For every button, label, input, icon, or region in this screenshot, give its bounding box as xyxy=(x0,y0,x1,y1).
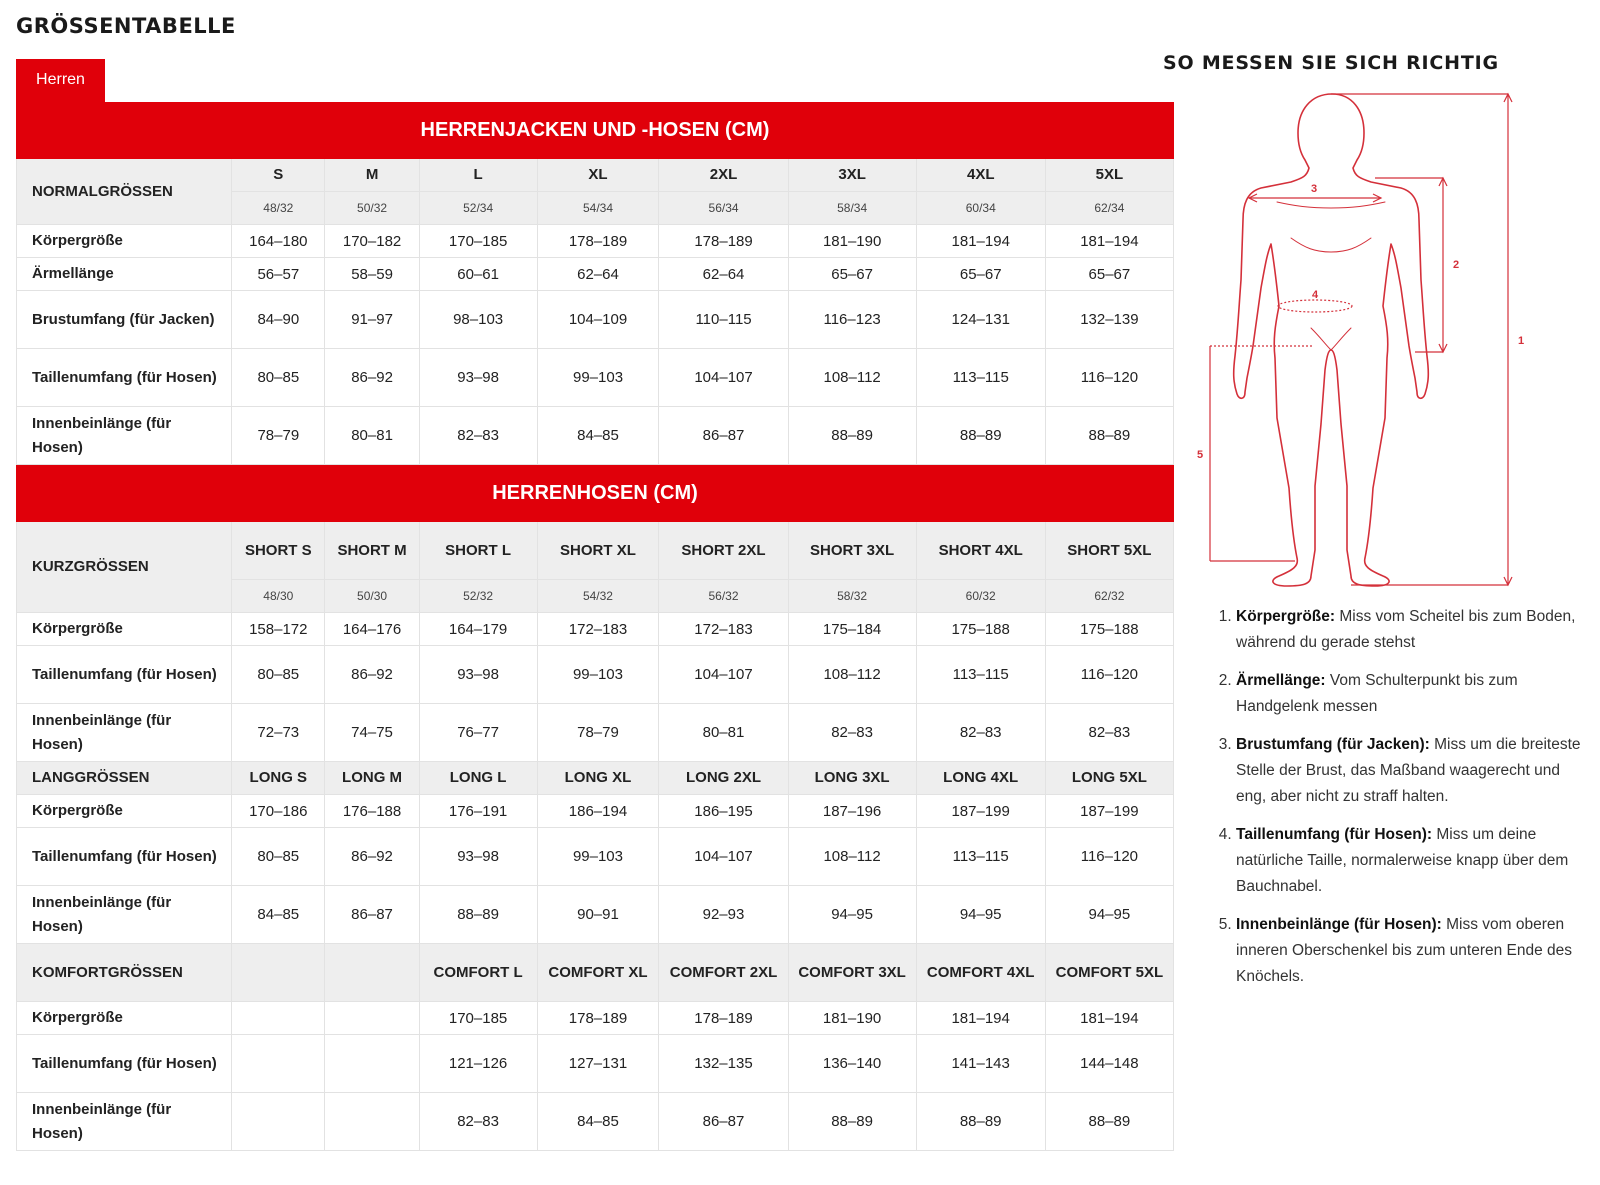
measurement-value: 94–95 xyxy=(1045,886,1173,944)
measurement-value: 104–107 xyxy=(659,646,788,704)
size-group-label: KURZGRÖSSEN xyxy=(17,522,232,613)
measurement-value: 176–191 xyxy=(419,795,537,828)
body-outline xyxy=(1234,94,1429,586)
marker-3: 3 xyxy=(1310,183,1318,195)
measurement-value: 90–91 xyxy=(537,886,659,944)
step-term: Ärmellänge: xyxy=(1236,672,1326,689)
measurement-value: 80–85 xyxy=(232,349,325,407)
measurement-value: 170–185 xyxy=(419,225,537,258)
measurement-label: Innenbeinlänge (für Hosen) xyxy=(17,1093,232,1151)
measurement-value: 82–83 xyxy=(916,704,1045,762)
size-header-cell: COMFORT 2XL xyxy=(659,944,788,1002)
measurement-value: 181–194 xyxy=(916,1002,1045,1035)
measurement-value: 178–189 xyxy=(659,225,788,258)
measurement-value: 88–89 xyxy=(788,407,916,465)
step-term: Innenbeinlänge (für Hosen): xyxy=(1236,916,1442,933)
table-row xyxy=(17,828,1174,886)
size-header-cell: SHORT XL xyxy=(537,522,659,580)
measurement-value: 84–90 xyxy=(232,291,325,349)
measurement-value: 65–67 xyxy=(788,258,916,291)
measurement-value: 60–61 xyxy=(419,258,537,291)
eu-size-cell: 48/32 xyxy=(232,192,325,225)
measurement-value: 116–120 xyxy=(1045,646,1173,704)
crotch-line xyxy=(1311,328,1351,350)
measurement-value: 127–131 xyxy=(537,1035,659,1093)
size-tables xyxy=(16,102,1174,1151)
measurement-value: 110–115 xyxy=(659,291,788,349)
measurement-value: 181–194 xyxy=(1045,225,1173,258)
measurement-label: Taillenumfang (für Hosen) xyxy=(17,1035,232,1093)
measurement-value: 175–188 xyxy=(916,613,1045,646)
measurement-value: 80–85 xyxy=(232,828,325,886)
eu-size-cell: 58/34 xyxy=(788,192,916,225)
table-row xyxy=(17,291,1174,349)
size-header-cell: LONG 3XL xyxy=(788,762,916,795)
measurement-value: 175–188 xyxy=(1045,613,1173,646)
tab-herren[interactable]: Herren xyxy=(16,59,105,102)
size-group-label: NORMALGRÖSSEN xyxy=(17,159,232,225)
measurement-value: 65–67 xyxy=(916,258,1045,291)
table-row xyxy=(17,795,1174,828)
measurement-value: 88–89 xyxy=(788,1093,916,1151)
measurement-value: 164–180 xyxy=(232,225,325,258)
measurement-label: Innenbeinlänge (für Hosen) xyxy=(17,407,232,465)
measurement-value: 104–107 xyxy=(659,349,788,407)
size-header-cell: SHORT S xyxy=(232,522,325,580)
marker-1: 1 xyxy=(1517,335,1525,347)
measurement-value: 58–59 xyxy=(325,258,419,291)
jackets-table xyxy=(16,102,1174,465)
table-row xyxy=(17,646,1174,704)
size-header-cell: 4XL xyxy=(916,159,1045,192)
howto-title: SO MESSEN SIE SICH RICHTIG xyxy=(1163,52,1499,74)
measurement-value: 113–115 xyxy=(916,646,1045,704)
measurement-value: 124–131 xyxy=(916,291,1045,349)
measurement-label: Innenbeinlänge (für Hosen) xyxy=(17,704,232,762)
measurement-value xyxy=(325,1093,419,1151)
measurement-value: 164–179 xyxy=(419,613,537,646)
section-title: HERRENHOSEN (CM) xyxy=(17,466,1174,522)
measurement-value: 172–183 xyxy=(537,613,659,646)
measurement-value: 94–95 xyxy=(788,886,916,944)
size-header-cell: COMFORT L xyxy=(419,944,537,1002)
table-row xyxy=(17,1093,1174,1151)
measurement-value: 108–112 xyxy=(788,646,916,704)
size-group-label: LANGGRÖSSEN xyxy=(17,762,232,795)
measurement-value: 93–98 xyxy=(419,349,537,407)
marker-5: 5 xyxy=(1196,449,1204,461)
measurement-value: 108–112 xyxy=(788,828,916,886)
step-text: Vom Schulterpunkt bis zum Handgelenk messen xyxy=(1236,672,1518,715)
measurement-value: 80–81 xyxy=(659,704,788,762)
measurement-label: Taillenumfang (für Hosen) xyxy=(17,646,232,704)
measurement-value: 187–199 xyxy=(916,795,1045,828)
step-item xyxy=(1236,668,1586,720)
body-measurement-figure xyxy=(1196,88,1575,608)
measurement-value: 170–186 xyxy=(232,795,325,828)
measurement-value: 175–184 xyxy=(788,613,916,646)
measurement-value: 86–92 xyxy=(325,349,419,407)
eu-size-cell: 54/34 xyxy=(537,192,659,225)
measurement-value: 99–103 xyxy=(537,828,659,886)
measurement-value: 62–64 xyxy=(537,258,659,291)
measurement-value xyxy=(232,1035,325,1093)
eu-size-cell: 58/32 xyxy=(788,580,916,613)
measurement-value: 116–120 xyxy=(1045,349,1173,407)
eu-size-cell: 56/34 xyxy=(659,192,788,225)
marker-4: 4 xyxy=(1311,289,1319,301)
size-header-cell: COMFORT 5XL xyxy=(1045,944,1173,1002)
measurement-value: 116–120 xyxy=(1045,828,1173,886)
size-header-row xyxy=(17,159,1174,192)
size-header-cell: LONG L xyxy=(419,762,537,795)
measurement-value: 121–126 xyxy=(419,1035,537,1093)
measurement-value: 86–87 xyxy=(325,886,419,944)
measurement-value: 91–97 xyxy=(325,291,419,349)
size-header-cell xyxy=(232,944,325,1002)
step-item xyxy=(1236,822,1586,900)
measurement-value: 158–172 xyxy=(232,613,325,646)
size-header-cell xyxy=(325,944,419,1002)
measurement-value: 88–89 xyxy=(1045,1093,1173,1151)
measurement-label: Körpergröße xyxy=(17,1002,232,1035)
size-header-cell: LONG 2XL xyxy=(659,762,788,795)
eu-size-cell: 62/32 xyxy=(1045,580,1173,613)
measurement-value: 186–195 xyxy=(659,795,788,828)
eu-size-cell: 60/34 xyxy=(916,192,1045,225)
measurement-value: 82–83 xyxy=(419,1093,537,1151)
size-group-label: KOMFORTGRÖSSEN xyxy=(17,944,232,1002)
eu-size-cell: 56/32 xyxy=(659,580,788,613)
step-text: Miss um deine natürliche Taille, normalerweise knapp über dem Bauchnabel. xyxy=(1236,826,1569,895)
step-text: Miss vom Scheitel bis zum Boden, während du gerade stehst xyxy=(1236,608,1576,651)
size-header-row xyxy=(17,762,1174,795)
measurement-value: 78–79 xyxy=(232,407,325,465)
measurement-value: 80–81 xyxy=(325,407,419,465)
step-term: Brustumfang (für Jacken): xyxy=(1236,736,1430,753)
measurement-value: 181–194 xyxy=(1045,1002,1173,1035)
measurement-label: Taillenumfang (für Hosen) xyxy=(17,349,232,407)
step-text: Miss um die breiteste Stelle der Brust, das Maßband waagerecht und eng, aber nicht zu straff halten. xyxy=(1236,736,1581,805)
measurement-value: 86–92 xyxy=(325,646,419,704)
measurement-value: 98–103 xyxy=(419,291,537,349)
eu-size-cell: 62/34 xyxy=(1045,192,1173,225)
section-title: HERRENJACKEN UND -HOSEN (CM) xyxy=(17,103,1174,159)
size-header-cell: LONG XL xyxy=(537,762,659,795)
measurement-value: 93–98 xyxy=(419,828,537,886)
section-banner xyxy=(17,103,1174,159)
eu-size-cell: 52/34 xyxy=(419,192,537,225)
measurement-value: 104–109 xyxy=(537,291,659,349)
measurement-value: 86–92 xyxy=(325,828,419,886)
measurement-value: 132–139 xyxy=(1045,291,1173,349)
measurement-value: 164–176 xyxy=(325,613,419,646)
measurement-value: 116–123 xyxy=(788,291,916,349)
eu-size-cell: 50/32 xyxy=(325,192,419,225)
measurement-value xyxy=(232,1002,325,1035)
table-row xyxy=(17,886,1174,944)
size-header-cell: COMFORT XL xyxy=(537,944,659,1002)
table-row xyxy=(17,258,1174,291)
eu-size-cell: 54/32 xyxy=(537,580,659,613)
measurement-value: 144–148 xyxy=(1045,1035,1173,1093)
page-title: GRÖSSENTABELLE xyxy=(16,14,236,38)
measurement-value: 187–199 xyxy=(1045,795,1173,828)
size-header-cell: SHORT 3XL xyxy=(788,522,916,580)
measurement-value: 88–89 xyxy=(916,1093,1045,1151)
table-row xyxy=(17,407,1174,465)
measurement-value: 88–89 xyxy=(1045,407,1173,465)
step-term: Körpergröße: xyxy=(1236,608,1336,625)
size-header-cell: S xyxy=(232,159,325,192)
measurement-label: Ärmellänge xyxy=(17,258,232,291)
abdomen-line xyxy=(1291,238,1371,252)
measurement-value: 181–190 xyxy=(788,225,916,258)
measurement-value: 99–103 xyxy=(537,349,659,407)
measurement-value: 132–135 xyxy=(659,1035,788,1093)
measurement-value: 186–194 xyxy=(537,795,659,828)
eu-size-cell: 48/30 xyxy=(232,580,325,613)
marker-2: 2 xyxy=(1452,259,1460,271)
measurement-value: 170–182 xyxy=(325,225,419,258)
measurement-value: 65–67 xyxy=(1045,258,1173,291)
measurement-value: 181–190 xyxy=(788,1002,916,1035)
eu-size-cell: 60/32 xyxy=(916,580,1045,613)
step-text: Miss vom oberen inneren Oberschenkel bis zum unteren Ende des Knöchels. xyxy=(1236,916,1573,985)
measurement-value: 178–189 xyxy=(537,1002,659,1035)
size-header-cell: SHORT 5XL xyxy=(1045,522,1173,580)
size-header-cell: SHORT M xyxy=(325,522,419,580)
size-header-cell: LONG S xyxy=(232,762,325,795)
size-header-cell: XL xyxy=(537,159,659,192)
measurement-value: 76–77 xyxy=(419,704,537,762)
table-row xyxy=(17,225,1174,258)
measurement-value: 104–107 xyxy=(659,828,788,886)
size-header-cell: M xyxy=(325,159,419,192)
measurement-value: 88–89 xyxy=(916,407,1045,465)
size-header-row xyxy=(17,944,1174,1002)
measurement-value: 113–115 xyxy=(916,349,1045,407)
measurement-value xyxy=(325,1035,419,1093)
measurement-value: 108–112 xyxy=(788,349,916,407)
measurement-value: 93–98 xyxy=(419,646,537,704)
measurement-value: 84–85 xyxy=(537,1093,659,1151)
measurement-value xyxy=(232,1093,325,1151)
size-header-cell: SHORT 4XL xyxy=(916,522,1045,580)
table-row xyxy=(17,1002,1174,1035)
measurement-value: 176–188 xyxy=(325,795,419,828)
measurement-value: 181–194 xyxy=(916,225,1045,258)
measurement-value: 99–103 xyxy=(537,646,659,704)
measurement-value: 72–73 xyxy=(232,704,325,762)
measurement-value: 94–95 xyxy=(916,886,1045,944)
chest-line xyxy=(1277,202,1385,208)
measurement-value: 82–83 xyxy=(1045,704,1173,762)
eu-size-cell: 52/32 xyxy=(419,580,537,613)
size-header-cell: COMFORT 3XL xyxy=(788,944,916,1002)
step-item xyxy=(1236,732,1586,810)
size-header-cell: LONG 4XL xyxy=(916,762,1045,795)
eu-size-cell: 50/30 xyxy=(325,580,419,613)
size-header-cell: 5XL xyxy=(1045,159,1173,192)
size-header-cell: L xyxy=(419,159,537,192)
step-item xyxy=(1236,912,1586,990)
measurement-value: 136–140 xyxy=(788,1035,916,1093)
size-header-cell: LONG M xyxy=(325,762,419,795)
measurement-label: Körpergröße xyxy=(17,225,232,258)
measurement-value: 82–83 xyxy=(419,407,537,465)
step-item xyxy=(1236,604,1586,656)
size-header-cell: 3XL xyxy=(788,159,916,192)
measurement-value: 86–87 xyxy=(659,1093,788,1151)
measurement-value xyxy=(325,1002,419,1035)
measurement-label: Körpergröße xyxy=(17,613,232,646)
size-header-cell: SHORT 2XL xyxy=(659,522,788,580)
measurement-value: 178–189 xyxy=(659,1002,788,1035)
measurement-value: 170–185 xyxy=(419,1002,537,1035)
measurement-value: 86–87 xyxy=(659,407,788,465)
size-header-cell: LONG 5XL xyxy=(1045,762,1173,795)
section-banner xyxy=(17,466,1174,522)
measurement-value: 113–115 xyxy=(916,828,1045,886)
table-row xyxy=(17,1035,1174,1093)
measurement-value: 80–85 xyxy=(232,646,325,704)
measurement-value: 78–79 xyxy=(537,704,659,762)
measurement-value: 56–57 xyxy=(232,258,325,291)
table-row xyxy=(17,349,1174,407)
measurement-value: 88–89 xyxy=(419,886,537,944)
table-row xyxy=(17,704,1174,762)
step-term: Taillenumfang (für Hosen): xyxy=(1236,826,1433,843)
waist-ellipse xyxy=(1278,300,1352,312)
size-header-cell: SHORT L xyxy=(419,522,537,580)
size-header-row xyxy=(17,522,1174,580)
size-header-cell: 2XL xyxy=(659,159,788,192)
measurement-label: Brustumfang (für Jacken) xyxy=(17,291,232,349)
measurement-value: 62–64 xyxy=(659,258,788,291)
pants-table xyxy=(16,465,1174,1151)
table-row xyxy=(17,613,1174,646)
measurement-label: Taillenumfang (für Hosen) xyxy=(17,828,232,886)
measurement-value: 178–189 xyxy=(537,225,659,258)
measurement-value: 92–93 xyxy=(659,886,788,944)
measurement-value: 141–143 xyxy=(916,1035,1045,1093)
measurement-label: Innenbeinlänge (für Hosen) xyxy=(17,886,232,944)
measurement-value: 82–83 xyxy=(788,704,916,762)
measurement-value: 74–75 xyxy=(325,704,419,762)
measurement-value: 172–183 xyxy=(659,613,788,646)
size-header-cell: COMFORT 4XL xyxy=(916,944,1045,1002)
measurement-value: 84–85 xyxy=(537,407,659,465)
measurement-steps xyxy=(1208,604,1586,1002)
measurement-value: 187–196 xyxy=(788,795,916,828)
measurement-value: 84–85 xyxy=(232,886,325,944)
measurement-label: Körpergröße xyxy=(17,795,232,828)
